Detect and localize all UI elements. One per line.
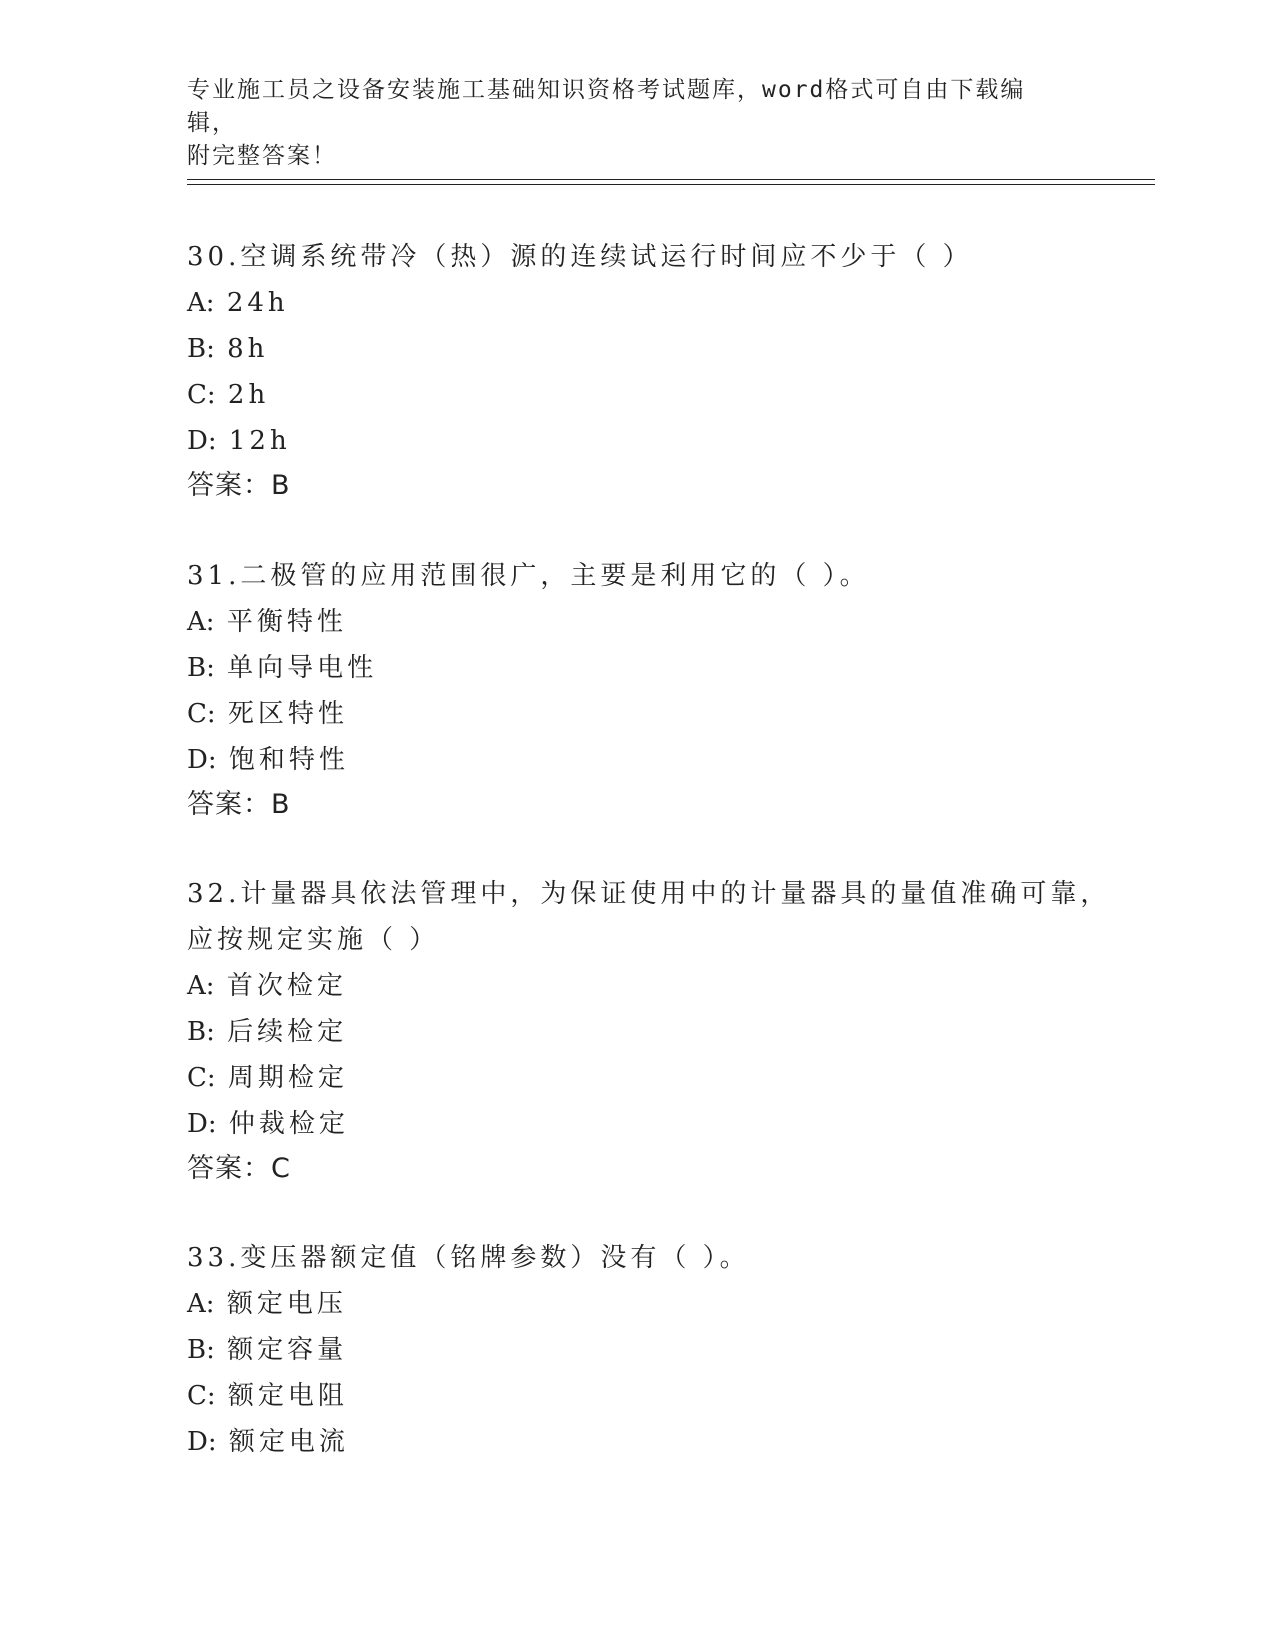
- header-line-1: 专业施工员之设备安装施工基础知识资格考试题库，word格式可自由下载编辑，: [187, 77, 1026, 136]
- question-30: [187, 234, 1087, 508]
- option-text: 周期检定: [227, 1063, 348, 1093]
- answer-label: 答案：B: [187, 789, 291, 820]
- option-text: 额定电阻: [227, 1381, 348, 1411]
- option-d: [187, 418, 1087, 464]
- option-letter: D:: [187, 1109, 217, 1139]
- header-divider-bottom: [187, 184, 1155, 185]
- answer-label: 答案：B: [187, 470, 291, 501]
- option-text: 仲裁检定: [228, 1109, 349, 1139]
- option-letter: C:: [187, 699, 216, 729]
- option-c: [187, 1373, 1087, 1419]
- option-c: [187, 691, 1087, 737]
- option-a: [187, 1281, 1087, 1327]
- option-letter: A:: [187, 607, 215, 637]
- option-text: 12h: [228, 426, 291, 456]
- option-text: 额定电压: [226, 1289, 347, 1319]
- option-letter: D:: [187, 745, 217, 775]
- option-letter: B:: [187, 1017, 215, 1047]
- question-31: [187, 553, 1087, 827]
- question-33: [187, 1235, 1087, 1465]
- option-b: [187, 326, 1087, 372]
- option-a: [187, 963, 1087, 1009]
- question-stem-continued: 应按规定实施（ ）: [187, 925, 440, 955]
- option-a: [187, 280, 1087, 326]
- header-divider-top: [187, 179, 1155, 180]
- option-c: [187, 372, 1087, 418]
- option-letter: C:: [187, 380, 216, 410]
- option-text: 24h: [226, 288, 289, 318]
- option-letter: B:: [187, 653, 215, 683]
- option-letter: B:: [187, 334, 215, 364]
- option-d: [187, 737, 1087, 783]
- option-letter: A:: [187, 1289, 215, 1319]
- option-b: [187, 1327, 1087, 1373]
- option-c: [187, 1055, 1087, 1101]
- option-text: 平衡特性: [226, 607, 347, 637]
- option-text: 后续检定: [227, 1017, 348, 1047]
- option-text: 死区特性: [227, 699, 348, 729]
- option-text: 2h: [227, 380, 270, 410]
- question-stem: 33.变压器额定值（铭牌参数）没有（ ）。: [187, 1243, 750, 1273]
- answer-label: 答案：C: [187, 1153, 291, 1184]
- option-a: [187, 599, 1087, 645]
- question-32: [187, 871, 1111, 1191]
- option-text: 单向导电性: [227, 653, 378, 683]
- option-letter: D:: [187, 426, 217, 456]
- option-text: 8h: [227, 334, 269, 364]
- option-letter: A:: [187, 288, 215, 318]
- option-b: [187, 1009, 1087, 1055]
- question-stem: 30.空调系统带冷（热）源的连续试运行时间应不少于（ ）: [187, 242, 973, 272]
- option-d: [187, 1419, 1087, 1465]
- option-d: [187, 1101, 1087, 1147]
- option-b: [187, 645, 1087, 691]
- option-text: 首次检定: [226, 971, 347, 1001]
- option-letter: C:: [187, 1063, 216, 1093]
- option-text: 饱和特性: [228, 745, 349, 775]
- option-text: 额定电流: [228, 1427, 349, 1457]
- option-letter: D:: [187, 1427, 217, 1457]
- option-text: 额定容量: [227, 1335, 348, 1365]
- question-stem: 31.二极管的应用范围很广，主要是利用它的（ ）。: [187, 561, 870, 591]
- question-stem: 32.计量器具依法管理中，为保证使用中的计量器具的量值准确可靠，: [187, 879, 1111, 909]
- header-line-2: 附完整答案！: [187, 143, 337, 169]
- document-header: [187, 74, 1067, 173]
- option-letter: A:: [187, 971, 215, 1001]
- option-letter: B:: [187, 1335, 215, 1365]
- option-letter: C:: [187, 1381, 216, 1411]
